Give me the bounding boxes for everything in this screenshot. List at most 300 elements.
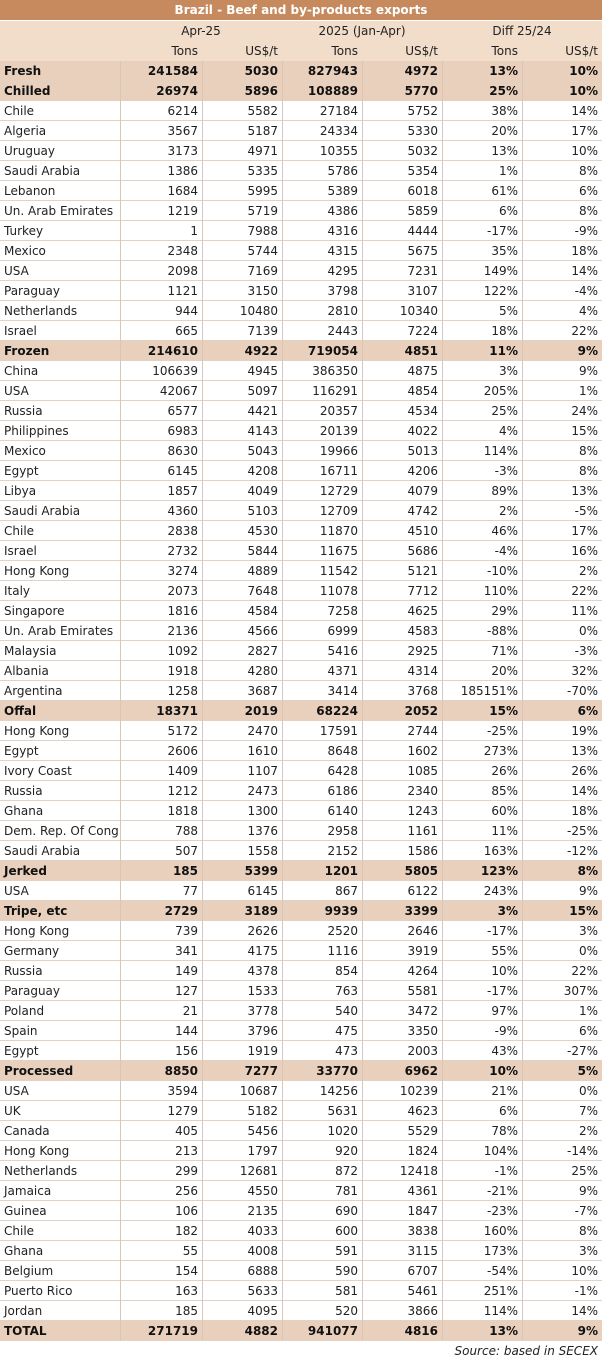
cell-price-ytd: 5121 [362,561,442,581]
table-row [0,621,602,641]
cell-price-diff: 0% [522,621,602,641]
cell-price-diff: 10% [522,141,602,161]
cell-tons-apr25: 55 [120,1241,202,1261]
country-name: Paraguay [4,284,61,298]
cell-price-apr25: 4584 [202,601,282,621]
cell-tons-diff: -9% [442,1021,522,1041]
cell-price-ytd: 10340 [362,301,442,321]
cell-price-diff: 19% [522,721,602,741]
category-name: Processed [4,1064,74,1078]
table-row [0,841,602,861]
cell-price-apr25: 4421 [202,401,282,421]
cell-price-apr25: 5995 [202,181,282,201]
category-row [0,861,602,881]
cell-price-apr25: 5182 [202,1101,282,1121]
table-row [0,1141,602,1161]
table-row [0,381,602,401]
cell-price-ytd: 7224 [362,321,442,341]
cell-price-apr25: 7277 [202,1061,282,1081]
table-row [0,661,602,681]
cell-tons-apr25: 1219 [120,201,202,221]
cell-tons-diff: 2% [442,501,522,521]
cell-tons-ytd: 33770 [282,1061,362,1081]
table-row [0,881,602,901]
cell-tons-ytd: 11542 [282,561,362,581]
col-header-tons-ytd: Tons [331,44,358,58]
cell-price-ytd: 4264 [362,961,442,981]
cell-price-diff: 2% [522,561,602,581]
cell-tons-diff: 11% [442,821,522,841]
country-name: Netherlands [4,304,78,318]
cell-price-apr25: 3189 [202,901,282,921]
cell-price-diff: -25% [522,821,602,841]
country-name: USA [4,884,29,898]
cell-tons-ytd: 5416 [282,641,362,661]
cell-price-diff: 8% [522,201,602,221]
cell-tons-apr25: 6983 [120,421,202,441]
cell-tons-diff: -4% [442,541,522,561]
cell-tons-apr25: 944 [120,301,202,321]
cell-price-apr25: 5456 [202,1121,282,1141]
cell-price-apr25: 5399 [202,861,282,881]
table-title: Brazil - Beef and by-products exports [0,0,602,20]
cell-price-diff: 2% [522,1121,602,1141]
cell-price-ytd: 4510 [362,521,442,541]
country-name: Chile [4,104,35,118]
cell-price-diff: 3% [522,1241,602,1261]
category-name: Offal [4,704,37,718]
cell-tons-apr25: 144 [120,1021,202,1041]
table-row [0,201,602,221]
cell-tons-diff: 243% [442,881,522,901]
cell-price-ytd: 6122 [362,881,442,901]
cell-price-apr25: 6145 [202,881,282,901]
table-row [0,141,602,161]
cell-tons-diff: 173% [442,1241,522,1261]
cell-tons-diff: -88% [442,621,522,641]
cell-tons-apr25: 1684 [120,181,202,201]
cell-tons-ytd: 781 [282,1181,362,1201]
country-name: Guinea [4,1204,47,1218]
cell-tons-ytd: 3798 [282,281,362,301]
cell-price-apr25: 3150 [202,281,282,301]
cell-price-ytd: 4854 [362,381,442,401]
cell-price-ytd: 4444 [362,221,442,241]
cell-tons-ytd: 763 [282,981,362,1001]
cell-price-ytd: 4314 [362,661,442,681]
country-name: Chile [4,1224,35,1238]
table-row [0,761,602,781]
country-name: Hong Kong [4,924,70,938]
cell-price-apr25: 4143 [202,421,282,441]
country-name: Egypt [4,744,39,758]
cell-price-apr25: 4008 [202,1241,282,1261]
cell-tons-ytd: 16711 [282,461,362,481]
cell-price-apr25: 1107 [202,761,282,781]
cell-price-diff: 17% [522,121,602,141]
cell-price-diff: 8% [522,161,602,181]
country-name: Algeria [4,124,47,138]
cell-price-ytd: 12418 [362,1161,442,1181]
cell-tons-diff: -17% [442,221,522,241]
table-row [0,801,602,821]
cell-tons-ytd: 1020 [282,1121,362,1141]
cell-price-apr25: 5335 [202,161,282,181]
table-row [0,121,602,141]
table-row [0,401,602,421]
cell-tons-diff: 149% [442,261,522,281]
country-name: Ghana [4,1244,44,1258]
table-row [0,501,602,521]
table-row [0,941,602,961]
cell-tons-apr25: 3173 [120,141,202,161]
table-row [0,1021,602,1041]
cell-price-apr25: 12681 [202,1161,282,1181]
table-row [0,741,602,761]
table-row [0,1161,602,1181]
period-ytd-header: 2025 (Jan-Apr) [318,24,406,38]
cell-tons-ytd: 12709 [282,501,362,521]
cell-tons-diff: 114% [442,1301,522,1321]
country-name: Israel [4,544,37,558]
country-name: Albania [4,664,49,678]
cell-tons-apr25: 256 [120,1181,202,1201]
cell-tons-diff: 163% [442,841,522,861]
cell-price-diff: 32% [522,661,602,681]
cell-tons-diff: 71% [442,641,522,661]
cell-tons-ytd: 867 [282,881,362,901]
cell-tons-diff: 273% [442,741,522,761]
cell-tons-apr25: 18371 [120,701,202,721]
cell-price-ytd: 5770 [362,81,442,101]
table-row [0,161,602,181]
cell-price-apr25: 5744 [202,241,282,261]
cell-price-ytd: 5013 [362,441,442,461]
cell-tons-diff: 3% [442,361,522,381]
cell-price-diff: 0% [522,941,602,961]
cell-tons-diff: 104% [442,1141,522,1161]
cell-tons-diff: 13% [442,1321,522,1341]
cell-price-ytd: 3919 [362,941,442,961]
table-row [0,321,602,341]
cell-price-diff: 3% [522,921,602,941]
cell-price-diff: 8% [522,1221,602,1241]
table-row [0,221,602,241]
cell-tons-ytd: 854 [282,961,362,981]
cell-tons-apr25: 3567 [120,121,202,141]
cell-price-ytd: 2744 [362,721,442,741]
cell-tons-apr25: 106639 [120,361,202,381]
country-name: USA [4,384,29,398]
cell-tons-diff: 97% [442,1001,522,1021]
cell-price-diff: -27% [522,1041,602,1061]
country-name: Germany [4,944,60,958]
cell-tons-apr25: 299 [120,1161,202,1181]
cell-price-apr25: 4530 [202,521,282,541]
cell-tons-ytd: 5389 [282,181,362,201]
cell-price-diff: 13% [522,481,602,501]
cell-price-apr25: 3687 [202,681,282,701]
cell-price-apr25: 4550 [202,1181,282,1201]
cell-price-ytd: 5032 [362,141,442,161]
cell-tons-diff: -1% [442,1161,522,1181]
cell-price-ytd: 4625 [362,601,442,621]
table-row [0,601,602,621]
table-row [0,541,602,561]
country-name: Singapore [4,604,65,618]
cell-price-apr25: 5844 [202,541,282,561]
table-row [0,821,602,841]
cell-price-apr25: 5896 [202,81,282,101]
cell-tons-ytd: 690 [282,1201,362,1221]
cell-tons-diff: 114% [442,441,522,461]
cell-price-diff: 5% [522,1061,602,1081]
cell-tons-apr25: 2732 [120,541,202,561]
cell-price-diff: 15% [522,421,602,441]
cell-tons-ytd: 6428 [282,761,362,781]
cell-price-apr25: 4208 [202,461,282,481]
category-name: Chilled [4,84,51,98]
cell-price-ytd: 5581 [362,981,442,1001]
cell-tons-diff: 25% [442,401,522,421]
cell-price-apr25: 2827 [202,641,282,661]
cell-price-ytd: 4534 [362,401,442,421]
cell-price-ytd: 7231 [362,261,442,281]
cell-price-diff: 10% [522,61,602,81]
cell-tons-diff: -17% [442,981,522,1001]
cell-price-ytd: 4361 [362,1181,442,1201]
cell-price-diff: 0% [522,1081,602,1101]
cell-tons-ytd: 27184 [282,101,362,121]
country-name: Ghana [4,804,44,818]
country-name: Un. Arab Emirates [4,204,114,218]
cell-tons-apr25: 156 [120,1041,202,1061]
cell-price-ytd: 5461 [362,1281,442,1301]
cell-price-diff: -5% [522,501,602,521]
table-row [0,681,602,701]
cell-tons-ytd: 473 [282,1041,362,1061]
cell-price-apr25: 7988 [202,221,282,241]
col-header-tons-diff: Tons [491,44,518,58]
cell-price-diff: 14% [522,101,602,121]
cell-tons-apr25: 1918 [120,661,202,681]
country-name: Russia [4,404,43,418]
period-apr25-header: Apr-25 [181,24,221,38]
cell-tons-ytd: 12729 [282,481,362,501]
cell-tons-ytd: 116291 [282,381,362,401]
cell-price-diff: 18% [522,801,602,821]
country-name: USA [4,1084,29,1098]
cell-price-apr25: 2473 [202,781,282,801]
period-header-row [0,21,602,41]
cell-price-apr25: 4945 [202,361,282,381]
table-row [0,1281,602,1301]
cell-price-ytd: 3399 [362,901,442,921]
cell-tons-diff: 3% [442,901,522,921]
country-name: Russia [4,964,43,978]
cell-tons-diff: 43% [442,1041,522,1061]
cell-tons-apr25: 507 [120,841,202,861]
cell-tons-ytd: 4316 [282,221,362,241]
cell-price-ytd: 2052 [362,701,442,721]
cell-price-ytd: 3866 [362,1301,442,1321]
cell-price-diff: 9% [522,1181,602,1201]
cell-price-ytd: 5859 [362,201,442,221]
cell-price-diff: 307% [522,981,602,1001]
cell-price-diff: -12% [522,841,602,861]
cell-price-apr25: 5187 [202,121,282,141]
table-row [0,1001,602,1021]
cell-price-apr25: 4882 [202,1321,282,1341]
country-name: Hong Kong [4,1144,70,1158]
cell-price-apr25: 4033 [202,1221,282,1241]
table-row [0,421,602,441]
cell-price-diff: 14% [522,1301,602,1321]
country-name: Mexico [4,444,46,458]
cell-price-apr25: 4280 [202,661,282,681]
cell-tons-apr25: 8850 [120,1061,202,1081]
cell-price-diff: 10% [522,1261,602,1281]
country-name: Chile [4,524,35,538]
cell-tons-apr25: 127 [120,981,202,1001]
cell-price-ytd: 5686 [362,541,442,561]
country-name: Netherlands [4,1164,78,1178]
cell-price-diff: -14% [522,1141,602,1161]
cell-price-ytd: 4206 [362,461,442,481]
cell-tons-diff: 4% [442,421,522,441]
cell-tons-apr25: 3594 [120,1081,202,1101]
cell-price-ytd: 5752 [362,101,442,121]
category-row [0,81,602,101]
cell-tons-apr25: 739 [120,921,202,941]
cell-price-ytd: 2340 [362,781,442,801]
cell-tons-apr25: 1092 [120,641,202,661]
cell-tons-diff: 5% [442,301,522,321]
cell-price-ytd: 5529 [362,1121,442,1141]
cell-tons-diff: -17% [442,921,522,941]
table-row [0,281,602,301]
cell-tons-ytd: 7258 [282,601,362,621]
cell-tons-apr25: 106 [120,1201,202,1221]
col-header-price-diff: US$/t [565,44,598,58]
category-row [0,701,602,721]
country-name: Ivory Coast [4,764,72,778]
cell-price-apr25: 1533 [202,981,282,1001]
cell-price-ytd: 5805 [362,861,442,881]
cell-price-diff: 18% [522,241,602,261]
country-name: Jordan [4,1304,43,1318]
col-header-price-apr25: US$/t [245,44,278,58]
cell-price-ytd: 3107 [362,281,442,301]
country-name: Spain [4,1024,38,1038]
cell-tons-ytd: 540 [282,1001,362,1021]
cell-price-diff: 22% [522,581,602,601]
cell-tons-diff: 13% [442,141,522,161]
cell-tons-diff: -23% [442,1201,522,1221]
country-name: Argentina [4,684,63,698]
cell-tons-diff: 21% [442,1081,522,1101]
cell-tons-apr25: 341 [120,941,202,961]
table-row [0,101,602,121]
cell-price-apr25: 2135 [202,1201,282,1221]
cell-tons-ytd: 11078 [282,581,362,601]
cell-price-apr25: 5103 [202,501,282,521]
cell-price-ytd: 4742 [362,501,442,521]
country-name: Jamaica [4,1184,52,1198]
cell-price-ytd: 4875 [362,361,442,381]
country-name: Malaysia [4,644,57,658]
cell-price-ytd: 1243 [362,801,442,821]
cell-tons-apr25: 6145 [120,461,202,481]
cell-price-diff: 1% [522,1001,602,1021]
cell-price-apr25: 10687 [202,1081,282,1101]
cell-price-apr25: 1300 [202,801,282,821]
cell-tons-diff: 6% [442,1101,522,1121]
column-header-row [0,41,602,61]
cell-tons-ytd: 11675 [282,541,362,561]
cell-price-diff: 8% [522,861,602,881]
cell-tons-ytd: 2520 [282,921,362,941]
cell-tons-diff: 89% [442,481,522,501]
cell-price-diff: 6% [522,1021,602,1041]
category-row [0,901,602,921]
cell-price-ytd: 4851 [362,341,442,361]
country-name: Hong Kong [4,724,70,738]
country-name: Philippines [4,424,69,438]
cell-tons-apr25: 1409 [120,761,202,781]
cell-price-diff: -70% [522,681,602,701]
cell-tons-diff: 20% [442,661,522,681]
cell-price-diff: 8% [522,441,602,461]
table-row [0,241,602,261]
cell-tons-apr25: 2838 [120,521,202,541]
table-row [0,781,602,801]
cell-tons-diff: 251% [442,1281,522,1301]
cell-tons-ytd: 19966 [282,441,362,461]
cell-tons-apr25: 4360 [120,501,202,521]
country-name: Russia [4,784,43,798]
cell-price-ytd: 7712 [362,581,442,601]
cell-tons-ytd: 4386 [282,201,362,221]
cell-price-diff: 9% [522,361,602,381]
cell-tons-ytd: 20139 [282,421,362,441]
cell-tons-diff: 38% [442,101,522,121]
col-header-price-ytd: US$/t [405,44,438,58]
cell-tons-apr25: 1818 [120,801,202,821]
cell-price-apr25: 7169 [202,261,282,281]
country-name: Mexico [4,244,46,258]
cell-tons-ytd: 5631 [282,1101,362,1121]
cell-price-diff: 22% [522,961,602,981]
cell-price-diff: -3% [522,641,602,661]
cell-tons-apr25: 1279 [120,1101,202,1121]
cell-tons-ytd: 3414 [282,681,362,701]
table-row [0,441,602,461]
cell-tons-apr25: 6214 [120,101,202,121]
cell-tons-apr25: 1212 [120,781,202,801]
cell-price-ytd: 2925 [362,641,442,661]
cell-tons-apr25: 1258 [120,681,202,701]
cell-price-ytd: 2003 [362,1041,442,1061]
cell-tons-apr25: 788 [120,821,202,841]
cell-price-apr25: 4095 [202,1301,282,1321]
period-diff-header: Diff 25/24 [492,24,552,38]
cell-price-diff: 9% [522,1321,602,1341]
cell-price-ytd: 1085 [362,761,442,781]
cell-tons-diff: 10% [442,961,522,981]
cell-price-apr25: 4049 [202,481,282,501]
cell-tons-diff: 29% [442,601,522,621]
